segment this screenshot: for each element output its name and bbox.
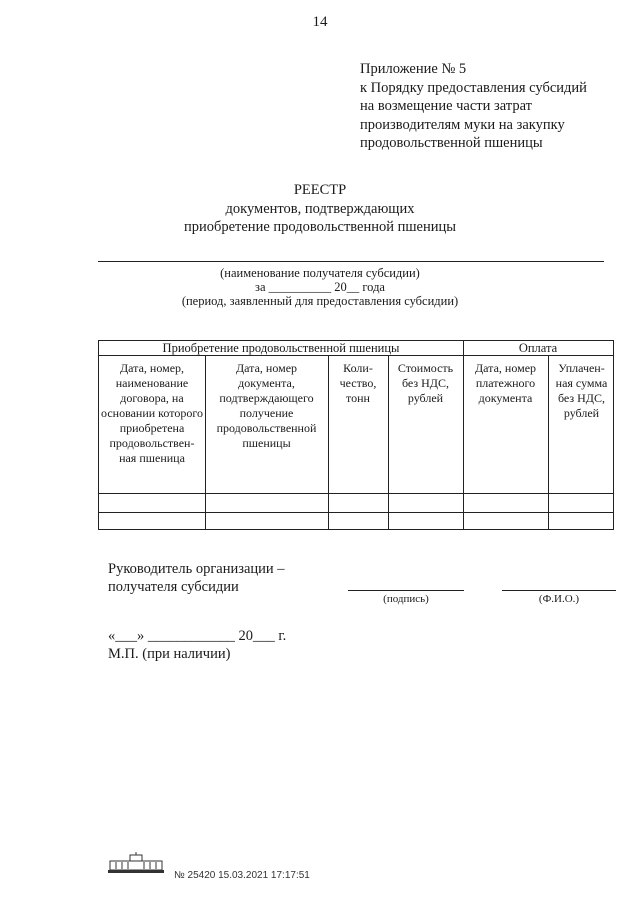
registry-subtitle: документов, подтверждающих [225, 200, 415, 217]
date-line: «___» ____________ 20___ г. [108, 628, 287, 644]
registry-table [98, 340, 614, 530]
period-line: за __________ 20__ года [255, 280, 385, 294]
registry-heading [0, 181, 640, 237]
signature-caption: (подпись) [383, 593, 429, 605]
column-header-paid-amount: Уплачен-ная сумма без НДС, рублей [555, 361, 608, 420]
table-divider [99, 512, 613, 513]
column-header-quantity: Коли-чество, тонн [339, 361, 377, 405]
group-header-payment: Оплата [518, 341, 558, 355]
group-header-purchase: Приобретение продовольственной пшеницы [162, 341, 400, 355]
registration-stamp: № 25420 15.03.2021 17:17:51 [174, 870, 310, 881]
appendix-line: Приложение № 5 [360, 61, 467, 77]
table-divider [99, 493, 613, 494]
recipient-name-line [98, 261, 604, 262]
appendix-line: производителям муки на закупку [360, 116, 565, 133]
table-divider [328, 355, 329, 529]
column-header-cost: Стоимость без НДС, рублей [397, 361, 454, 405]
registry-subtitle: приобретение продовольственной пшеницы [183, 219, 457, 235]
name-line [502, 590, 616, 591]
appendix-line: к Порядку предоставления субсидий [360, 79, 587, 96]
appendix-line: на возмещение части затрат [360, 98, 532, 114]
seal-line: М.П. (при наличии) [108, 646, 231, 662]
signature-line [348, 590, 464, 591]
appendix-block [360, 60, 587, 153]
table-divider [463, 341, 464, 529]
table-divider [388, 355, 389, 529]
period-caption: (период, заявленный для предоставления субсидии) [181, 294, 459, 308]
column-header-payment-document: Дата, номер платежного документа [474, 361, 537, 405]
table-divider [548, 355, 549, 529]
column-header-contract: Дата, номер, наименование договора, на основании которого приобретена продовольствен-ная пшеница [101, 361, 203, 465]
column-header-receipt-document: Дата, номер документа, подтверждающего получение продовольственной пшеницы [216, 361, 317, 450]
building-logo-icon [108, 852, 164, 874]
page-number: 14 [312, 14, 328, 30]
head-title-line: получателя субсидии [108, 579, 239, 595]
table-divider [205, 355, 206, 529]
name-caption: (Ф.И.О.) [538, 593, 580, 605]
head-title [108, 560, 285, 596]
appendix-line: продовольственной пшеницы [360, 135, 543, 151]
registry-title: РЕЕСТР [293, 182, 347, 198]
head-title-line: Руководитель организации – [108, 561, 285, 577]
recipient-caption: (наименование получателя субсидии) [220, 266, 420, 280]
